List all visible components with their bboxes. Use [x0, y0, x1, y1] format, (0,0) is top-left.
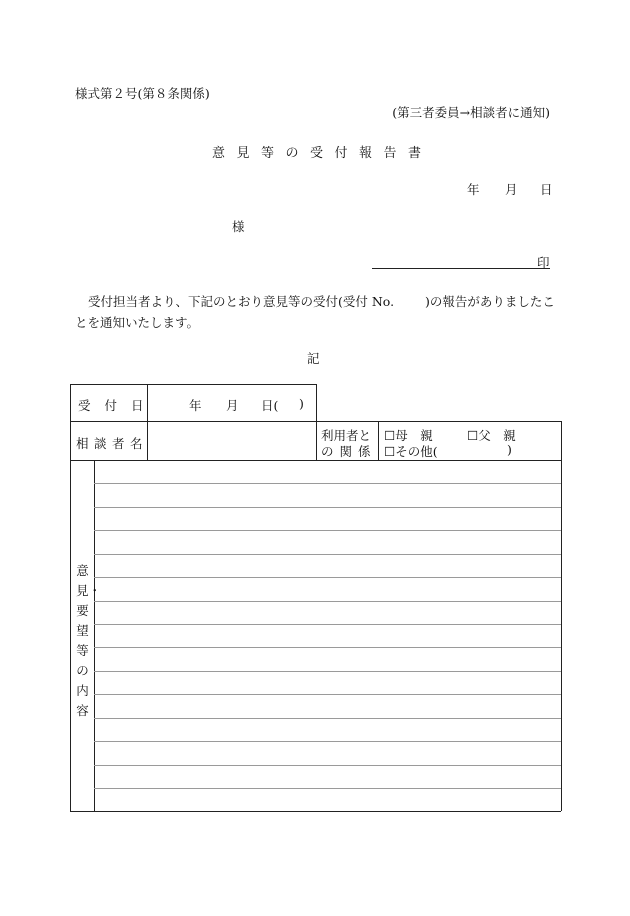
body-line-1b: )の報告がありましたこ	[425, 294, 555, 309]
date-year: 年	[467, 182, 480, 197]
relation-other-close: )	[507, 442, 512, 457]
opinion-label: 意見・要望等の内容	[76, 563, 102, 718]
relation-label-1: 利用者と	[321, 428, 372, 443]
body-line-1a: 受付担当者より、下記のとおり意見等の受付(受付 No.	[88, 294, 395, 309]
receipt-day: 日(	[261, 398, 279, 413]
date-day: 日	[540, 182, 553, 197]
consultant-name-label: 相談者名	[76, 436, 149, 451]
route-note: (第三者委員→相談者に通知)	[392, 105, 550, 120]
body-line-2: とを通知いたします。	[75, 315, 200, 330]
page-title: 意見等の受付報告書	[212, 146, 433, 161]
seal-mark: 印	[537, 255, 550, 270]
addressee-suffix: 様	[232, 219, 245, 234]
signature-line	[372, 268, 550, 269]
relation-label-2: の関係	[321, 444, 377, 459]
date-month: 月	[505, 182, 518, 197]
receipt-weekday-close: )	[299, 396, 304, 411]
relation-option-other[interactable]: ☐その他(	[384, 444, 438, 459]
receipt-date-label: 受付日	[78, 398, 158, 413]
ki-mark: 記	[307, 351, 320, 366]
receipt-year: 年	[189, 398, 202, 413]
relation-option-father[interactable]: ☐父 親	[467, 428, 516, 443]
form-number: 様式第２号(第８条関係)	[75, 86, 210, 101]
receipt-month: 月	[226, 398, 239, 413]
relation-option-mother[interactable]: ☐母 親	[384, 428, 433, 443]
